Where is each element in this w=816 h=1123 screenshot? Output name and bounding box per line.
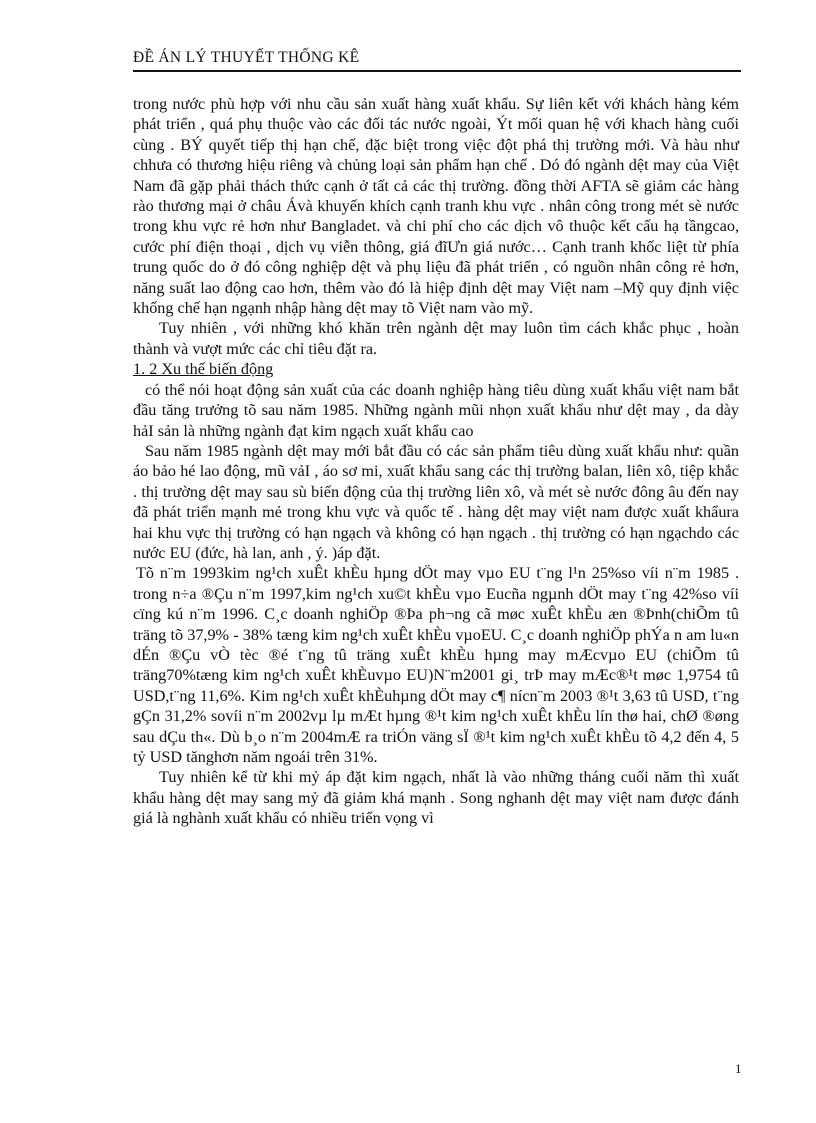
body-text [133, 94, 739, 829]
paragraph-3: có thể nói hoạt động sản xuất của các doanh nghiệp hàng tiêu dùng xuất khẩu việt nam bắt đầu tăng trưởng tõ sau năm 1985. Những ngành mũi nhọn xuất khẩu như dệt may , da dày hảI sản là những ngành đạt kim ngạch xuất khẩu cao [133, 380, 739, 440]
paragraph-4: Sau năm 1985 ngành dệt may mới bắt đầu có các sản phẩm tiêu dùng xuất khẩu như: quần áo bảo hé lao động, mũ vảI , áo sơ mi, xuất khẩu sang các thị trường balan, liên xô, tiệp khắc . thị trường dệt may sau sù biến động của thị trường liên xô, và mét sè nước đông âu đến nay đã phát triển mạnh mẻ trong khu vực và quốc tế . hàng dệt may việt nam được xuất khẩura hai khu vực thị trường có hạn ngạch và không có hạn ngạch . thị trường có hạn ngạchdo các nước EU (đức, hà lan, anh , ý. )áp đặt. [133, 441, 739, 562]
paragraph-1: trong nước phù hợp với nhu cầu sản xuất hàng xuất khẩu. Sự liên kết với khách hàng kém phát triển , quá phụ thuộc vào các đối tác nước ngoài, Ýt mối quan hệ với khach hàng cuối cùng . BÝ quyết tiếp thị hạn chế, đặc biệt trong việc đột phá thị trường mới. Và hàu như chhưa có thương hiệu riêng và chủng loại sản phẩm hạn chế . Dó đó ngành dệt may của Việt Nam đã gặp phải thách thức cạnh ở tất cả các thị trường. đồng thời AFTA sẽ giảm các hàng rào thương mại ở châu Ávà khuyến khích cạnh tranh khu vực . nhân công trong mét sè nước trong khu vực rẻ hơn như Bangladet. và chi phí cho các dịch vô thuộc kết cấu hạ tầngcao, cước phí điện thoại , dịch vụ viễn thông, giá đĩƯn giá nước… Cạnh tranh khốc liệt từ phía trung quốc do ở đó công nghiệp dệt và phụ liệu đã phát triển , có nguồn nhân công rẻ hơn, năng suất lao động cao hơn, thêm vào đó là hiệp định dệt may Việt nam –Mỹ quy định việc khống chế hạn ngạnh nhập hàng dệt may tõ Việt nam vào mỹ. [133, 95, 739, 318]
paragraph-2: Tuy nhiên , với những khó khăn trên ngành dệt may luôn tìm cách khắc phục , hoàn thành và vượt mức các chỉ tiêu đặt ra. [133, 319, 739, 358]
page-number: 1 [735, 1061, 742, 1076]
running-header: ĐỀ ÁN LÝ THUYẾT THỐNG KÊ [133, 49, 741, 72]
paragraph-5: Tõ n¨m 1993kim ng¹ch xuÊt khÈu hµng dÖt may vµo EU t¨ng l¹n 25%so víi n¨m 1985 . trong n÷a ®Çu n¨m 1997,kim ng¹ch xu©t khÈu vµo Eucña ngµnh dÖt may t¨ng 42%so víi cïng kú n¨m 1996. C¸c doanh nghiÖp ®Þa ph¬ng cã møc xuÊt khÈu æn ®Þnh(chiÕm tû träng tõ 37,9% - 38% tæng kim ng¹ch xuÊt khÈu vµoEU. C¸c doanh nghiÖp phÝa n am lu«n dÉn ®Çu vÒ tèc ®é t¨ng tû träng xuÊt khÈu hµng may mÆcvµo EU (chiÕm tû träng70%tæng kim ng¹ch xuÊt khÈuvµo EU)N¨m2001 gi¸ trÞ may mÆc®¹t møc 1,9754 tû USD,t¨ng 11,6%. Kim ng¹ch xuÊt khÈuhµng dÖt may c¶ nícn¨m 2003 ®¹t 3,63 tû USD, t¨ng gÇn 31,2% sovíi n¨m 2002vµ lµ mÆt hµng ®¹t kim ng¹ch xuÊt khÈu lín thø hai, chØ ®øng sau dÇu th«. Dù b¸o n¨m 2004mÆ ra triÓn väng sÏ ®¹t kim ng¹ch xuÊt khÈu tõ 4,2 đến 4, 5 tỷ USD tănghơn năm ngoái trên 31%. [133, 564, 739, 766]
paragraph-6: Tuy nhiên kể từ khi mỷ áp đặt kim ngạch, nhất là vào những tháng cuối năm thì xuất khẩu hàng dệt may sang mỷ đã giảm khá mạnh . Song nghanh dệt may việt nam được đánh giá là nghành xuất khẩu có nhiều triển vọng vì [133, 768, 739, 828]
section-heading: 1. 2 Xu thế biến động [133, 360, 274, 379]
